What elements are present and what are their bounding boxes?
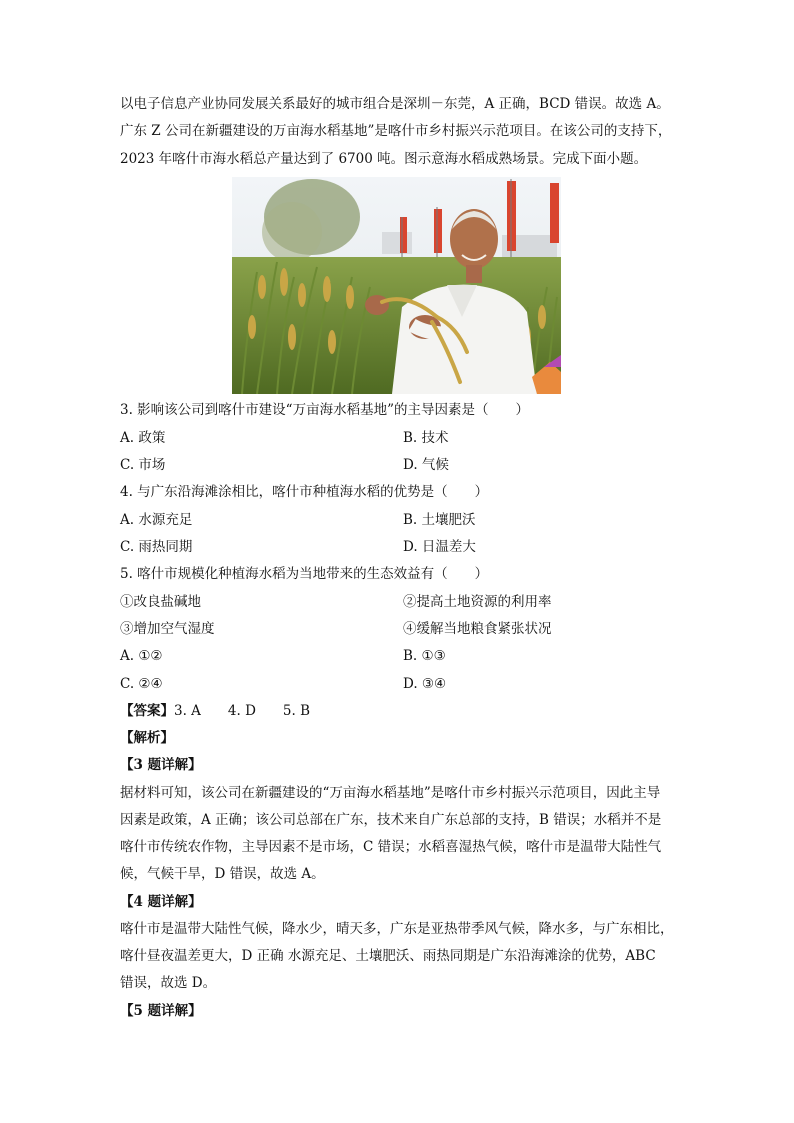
q3-option-d: D. 气候 bbox=[403, 457, 449, 473]
detail-5-label: 【5 题详解】 bbox=[120, 1003, 202, 1019]
detail-3-line-2: 因素是政策，A 正确；该公司总部在广东，技术来自广东总部的支持，B 错误；水稻并不是 bbox=[120, 812, 662, 828]
q5-statement-3: ③增加空气湿度 bbox=[120, 621, 215, 637]
q3-option-a: A. 政策 bbox=[120, 430, 166, 446]
detail-4-line-2: 喀什昼夜温差更大，D 正确 水源充足、土壤肥沃、雨热同期是广东沿海滩涂的优势，ABC bbox=[120, 948, 656, 964]
intro-line-2: 广东 Z 公司在新疆建设的万亩海水稻基地”是喀什市乡村振兴示范项目。在该公司的支持下， bbox=[120, 123, 672, 139]
q5-option-b: B. ①③ bbox=[403, 648, 446, 664]
q3-option-b: B. 技术 bbox=[403, 430, 449, 446]
intro-line-3: 2023 年喀什市海水稻总产量达到了 6700 吨。图示意海水稻成熟场景。完成下面小题。 bbox=[120, 151, 648, 167]
detail-3-line-3: 喀什市传统农作物，主导因素不是市场，C 错误；水稻喜湿热气候，喀什市是温带大陆性气 bbox=[120, 839, 662, 855]
sea-rice-harvest-photo bbox=[232, 177, 561, 394]
detail-4-label: 【4 题详解】 bbox=[120, 894, 202, 910]
answer-text: 3. A 4. D 5. B bbox=[174, 703, 311, 719]
q3-option-c: C. 市场 bbox=[120, 457, 166, 473]
q5-statement-2: ②提高土地资源的利用率 bbox=[403, 594, 552, 610]
detail-4-line-3: 错误，故选 D。 bbox=[120, 975, 217, 991]
question-3-stem: 3. 影响该公司到喀什市建设“万亩海水稻基地”的主导因素是（ ） bbox=[120, 402, 529, 418]
answer-line bbox=[120, 701, 680, 721]
detail-3-line-4: 候，气候干旱，D 错误，故选 A。 bbox=[120, 866, 325, 882]
analysis-label: 【解析】 bbox=[120, 730, 174, 746]
detail-3-label: 【3 题详解】 bbox=[120, 757, 202, 773]
detail-4-line-1: 喀什市是温带大陆性气候，降水少，晴天多，广东是亚热带季风气候，降水多，与广东相比， bbox=[120, 921, 674, 937]
q4-option-a: A. 水源充足 bbox=[120, 512, 193, 528]
q4-option-b: B. 土壤肥沃 bbox=[403, 512, 476, 528]
q4-option-c: C. 雨热同期 bbox=[120, 539, 193, 555]
question-5-stem: 5. 喀什市规模化种植海水稻为当地带来的生态效益有（ ） bbox=[120, 566, 489, 582]
question-4-stem: 4. 与广东沿海滩涂相比，喀什市种植海水稻的优势是（ ） bbox=[120, 484, 489, 500]
answer-label: 【答案】 bbox=[120, 703, 174, 719]
q5-option-c: C. ②④ bbox=[120, 676, 163, 692]
q5-option-d: D. ③④ bbox=[403, 676, 447, 692]
q4-option-d: D. 日温差大 bbox=[403, 539, 476, 555]
q5-option-a: A. ①② bbox=[120, 648, 163, 664]
detail-3-line-1: 据材料可知，该公司在新疆建设的“万亩海水稻基地”是喀什市乡村振兴示范项目，因此主导 bbox=[120, 785, 661, 801]
q5-statement-1: ①改良盐碱地 bbox=[120, 594, 201, 610]
intro-line-1: 以电子信息产业协同发展关系最好的城市组合是深圳－东莞，A 正确，BCD 错误。故选 A。 bbox=[120, 96, 670, 112]
q5-statement-4: ④缓解当地粮食紧张状况 bbox=[403, 621, 552, 637]
